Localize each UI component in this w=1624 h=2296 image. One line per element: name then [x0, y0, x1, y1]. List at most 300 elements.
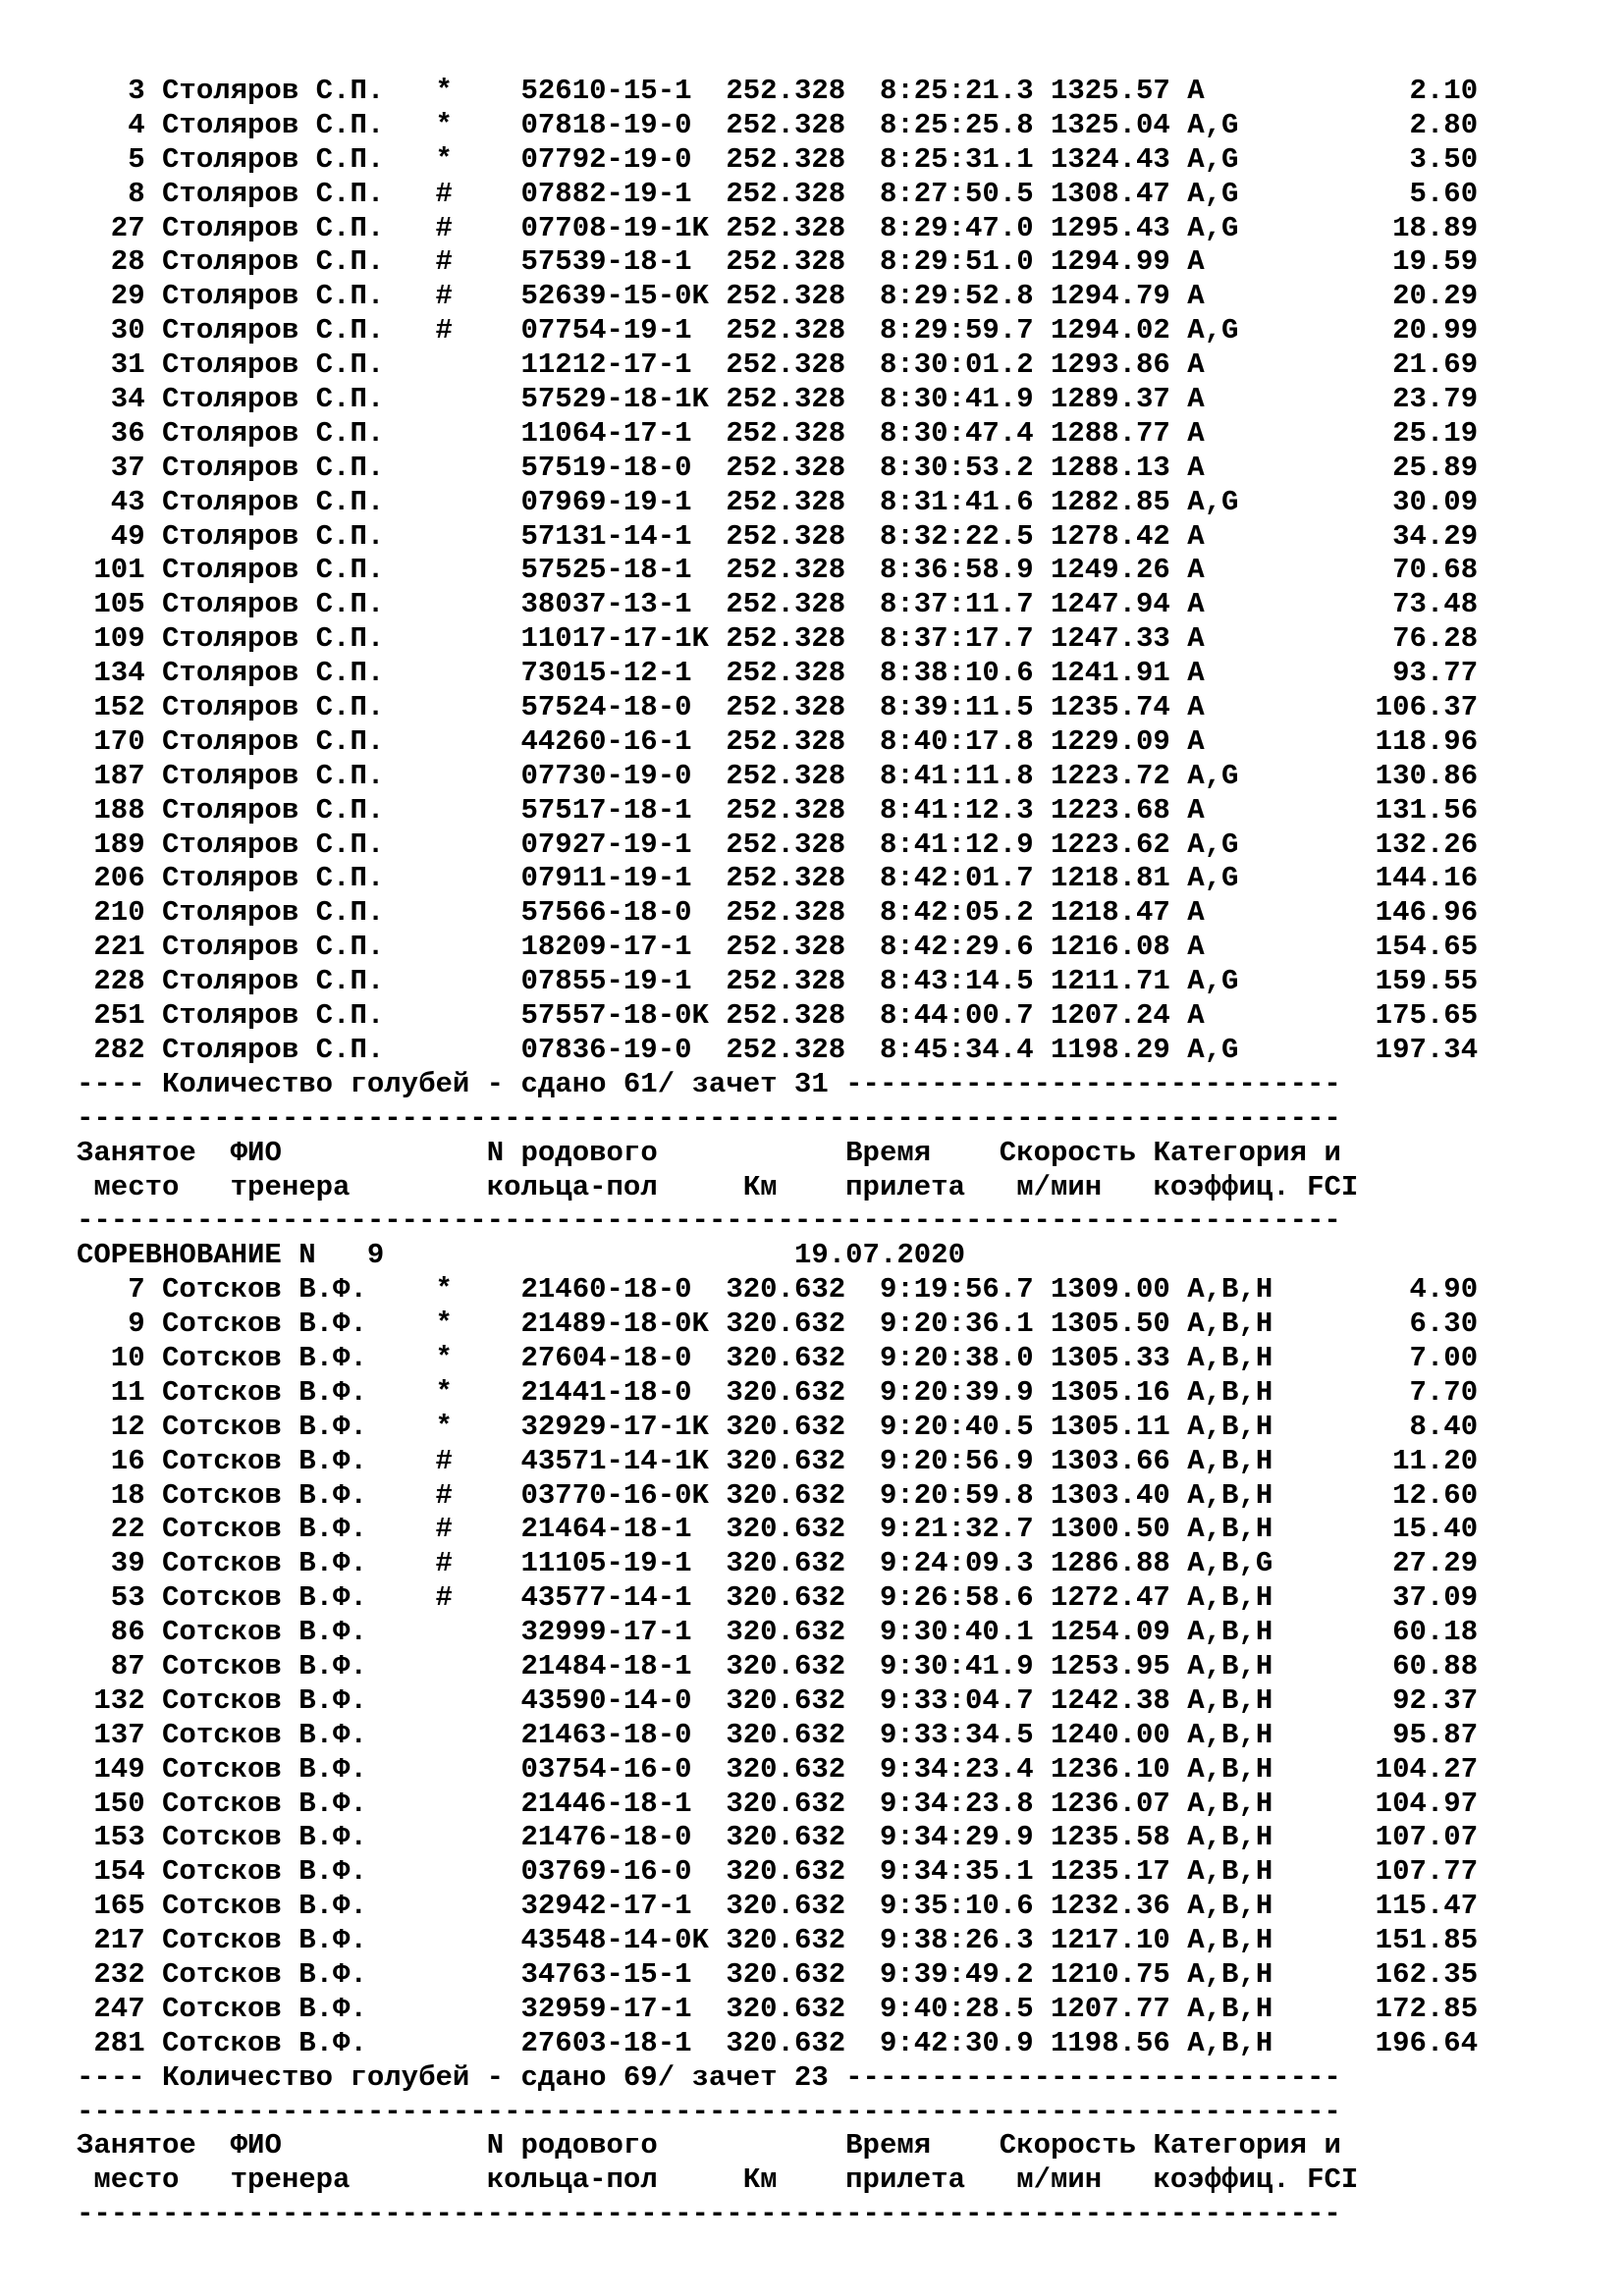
speed: 1305.33 [1051, 1341, 1188, 1374]
category: A [1187, 348, 1341, 382]
distance-km: 252.328 [726, 348, 880, 382]
distance-km: 320.632 [726, 1444, 880, 1477]
distance-km: 252.328 [726, 759, 880, 792]
trainer-name: Сотсков В.Ф. [162, 1616, 436, 1649]
arrival-time: 9:39:49.2 [879, 1957, 1051, 1991]
fci-coefficient: 132.26 [1340, 828, 1479, 861]
mark [435, 691, 520, 723]
distance-km: 320.632 [726, 1616, 880, 1649]
place: 247 [77, 1992, 163, 2025]
fci-coefficient: 7.70 [1340, 1375, 1479, 1409]
trainer-name: Сотсков В.Ф. [162, 1683, 436, 1717]
ring-number: 57519-18-0 [520, 451, 727, 484]
trainer-name: Столяров С.П. [162, 75, 436, 107]
trainer-name: Сотсков В.Ф. [162, 1718, 436, 1751]
ring-number: 07708-19-1K [520, 211, 727, 244]
mark [435, 1034, 520, 1066]
trainer-name: Столяров С.П. [162, 554, 436, 587]
category: A,B,H [1187, 1821, 1341, 1854]
distance-km: 252.328 [726, 622, 880, 656]
speed: 1247.33 [1051, 622, 1188, 656]
category: A,B,H [1187, 1341, 1341, 1374]
fci-coefficient: 25.19 [1340, 416, 1479, 450]
fci-coefficient: 4.90 [1340, 1273, 1479, 1307]
place: 105 [77, 588, 163, 621]
result-row [77, 1958, 1569, 1993]
fci-coefficient: 159.55 [1340, 965, 1479, 998]
fci-coefficient: 20.29 [1340, 280, 1479, 313]
col-speed-label: м/мин [999, 2163, 1154, 2197]
trainer-name: Столяров С.П. [162, 724, 436, 758]
speed: 1218.47 [1051, 896, 1188, 930]
ring-number: 07754-19-1 [520, 314, 727, 347]
ring-number: 18209-17-1 [520, 931, 727, 964]
ring-number: 07792-19-0 [520, 142, 727, 176]
place: 5 [77, 142, 163, 176]
trainer-name: Столяров С.П. [162, 657, 436, 690]
category: A [1187, 383, 1341, 416]
mark [435, 999, 520, 1032]
result-row [77, 1650, 1569, 1684]
distance-km: 252.328 [726, 657, 880, 690]
ring-number: 43590-14-0 [520, 1683, 727, 1717]
arrival-time: 8:41:12.9 [879, 828, 1051, 861]
arrival-time: 8:42:05.2 [879, 896, 1051, 930]
mark [435, 588, 520, 620]
place: 12 [77, 1410, 163, 1443]
col-time-label: прилета [845, 1170, 1000, 1203]
ring-number: 43571-14-1K [520, 1444, 727, 1477]
trainer-name: Сотсков В.Ф. [162, 1890, 436, 1923]
arrival-time: 8:38:10.6 [879, 657, 1051, 690]
place: 10 [77, 1341, 163, 1374]
speed: 1198.56 [1051, 2026, 1188, 2059]
ring-number: 43577-14-1 [520, 1581, 727, 1615]
category: A [1187, 793, 1341, 827]
place: 49 [77, 519, 163, 553]
result-row [77, 1924, 1569, 1958]
speed: 1198.29 [1051, 1033, 1188, 1066]
fci-coefficient: 154.65 [1340, 931, 1479, 964]
trainer-name: Сотсков В.Ф. [162, 1308, 436, 1341]
result-row [77, 143, 1569, 178]
fci-coefficient: 106.37 [1340, 691, 1479, 724]
ring-number: 03770-16-0K [520, 1478, 727, 1512]
distance-km: 320.632 [726, 1924, 880, 1957]
speed: 1247.94 [1051, 588, 1188, 621]
speed: 1211.71 [1051, 965, 1188, 998]
trainer-name: Столяров С.П. [162, 416, 436, 450]
trainer-name: Столяров С.П. [162, 793, 436, 827]
mark: * [435, 142, 521, 176]
fci-coefficient: 23.79 [1340, 383, 1479, 416]
distance-km: 320.632 [726, 1649, 880, 1682]
distance-km: 320.632 [726, 1581, 880, 1615]
distance-km: 252.328 [726, 245, 880, 279]
mark [435, 622, 520, 655]
col-ring-label: кольца-пол [486, 2163, 743, 2197]
header-line-2 [77, 2163, 1569, 2198]
mark: * [435, 1410, 521, 1443]
distance-km: 252.328 [726, 588, 880, 621]
arrival-time: 8:27:50.5 [879, 177, 1051, 210]
speed: 1325.04 [1051, 108, 1188, 141]
mark [435, 486, 520, 518]
arrival-time: 9:20:36.1 [879, 1308, 1051, 1341]
place: 152 [77, 691, 163, 724]
place: 34 [77, 383, 163, 416]
mark [435, 1650, 520, 1682]
arrival-time: 8:43:14.5 [879, 965, 1051, 998]
fci-coefficient: 197.34 [1340, 1033, 1479, 1066]
distance-km: 252.328 [726, 485, 880, 518]
arrival-time: 8:37:17.7 [879, 622, 1051, 656]
arrival-time: 9:33:34.5 [879, 1718, 1051, 1751]
col-time-label: Время [845, 2129, 1000, 2163]
category: A,B,H [1187, 1273, 1341, 1307]
distance-km: 252.328 [726, 519, 880, 553]
results-block-1 [77, 75, 1569, 1102]
fci-coefficient: 25.89 [1340, 451, 1479, 484]
mark: * [435, 1308, 521, 1341]
arrival-time: 9:35:10.6 [879, 1890, 1051, 1923]
ring-number: 21441-18-0 [520, 1375, 727, 1409]
result-row [77, 1342, 1569, 1376]
speed: 1325.57 [1051, 75, 1188, 107]
distance-km: 320.632 [726, 1855, 880, 1889]
speed: 1294.02 [1051, 314, 1188, 347]
category: A [1187, 519, 1341, 553]
arrival-time: 8:29:59.7 [879, 314, 1051, 347]
category: A,B,H [1187, 1718, 1341, 1751]
category: A [1187, 588, 1341, 621]
category: A,B,H [1187, 1616, 1341, 1649]
mark: # [435, 1478, 521, 1512]
fci-coefficient: 2.10 [1340, 75, 1479, 107]
mark [435, 931, 520, 963]
category: A,G [1187, 108, 1341, 141]
col-name-label: тренера [230, 1170, 487, 1203]
fci-coefficient: 12.60 [1340, 1478, 1479, 1512]
header-line-2 [77, 1171, 1569, 1205]
results-block-2 [77, 1239, 1569, 2095]
arrival-time: 8:45:34.4 [879, 1033, 1051, 1066]
result-row [77, 1411, 1569, 1445]
result-row [77, 348, 1569, 383]
result-row [77, 1684, 1569, 1719]
col-place-label: место [77, 2163, 231, 2197]
col-category-label: Категория и [1153, 1136, 1341, 1169]
speed: 1309.00 [1051, 1273, 1188, 1307]
distance-km: 252.328 [726, 896, 880, 930]
fci-coefficient: 107.07 [1340, 1821, 1479, 1854]
fci-coefficient: 34.29 [1340, 519, 1479, 553]
mark [435, 794, 520, 827]
result-row [77, 931, 1569, 965]
mark: # [435, 1547, 521, 1580]
place: 149 [77, 1752, 163, 1786]
header-line-1 [77, 1137, 1569, 1171]
trainer-name: Сотсков В.Ф. [162, 1752, 436, 1786]
distance-km: 320.632 [726, 1273, 880, 1307]
speed: 1236.07 [1051, 1787, 1188, 1820]
category: A,B,H [1187, 1957, 1341, 1991]
result-row [77, 245, 1569, 280]
col-time-label: прилета [845, 2163, 1000, 2197]
place: 31 [77, 348, 163, 382]
fci-coefficient: 76.28 [1340, 622, 1479, 656]
distance-km: 252.328 [726, 931, 880, 964]
trainer-name: Сотсков В.Ф. [162, 1957, 436, 1991]
ring-number: 21489-18-0K [520, 1308, 727, 1341]
trainer-name: Столяров С.П. [162, 177, 436, 210]
distance-km: 320.632 [726, 1341, 880, 1374]
mark [435, 1719, 520, 1751]
ring-number: 07927-19-1 [520, 828, 727, 861]
mark: # [435, 280, 521, 313]
mark: # [435, 211, 521, 244]
ring-number: 57525-18-1 [520, 554, 727, 587]
ring-number: 07969-19-1 [520, 485, 727, 518]
speed: 1235.17 [1051, 1855, 1188, 1889]
place: 188 [77, 793, 163, 827]
arrival-time: 8:29:47.0 [879, 211, 1051, 244]
place: 132 [77, 1683, 163, 1717]
mark [435, 1821, 520, 1853]
arrival-time: 8:31:41.6 [879, 485, 1051, 518]
fci-coefficient: 6.30 [1340, 1308, 1479, 1341]
competition-spacer [384, 1239, 794, 1271]
ring-number: 32942-17-1 [520, 1890, 727, 1923]
place: 282 [77, 1033, 163, 1066]
category: A,B,H [1187, 2026, 1341, 2059]
result-row [77, 896, 1569, 931]
category: A,B,H [1187, 1581, 1341, 1615]
result-row [77, 1308, 1569, 1342]
place: 22 [77, 1513, 163, 1546]
category: A,B,H [1187, 1410, 1341, 1443]
trainer-name: Столяров С.П. [162, 759, 436, 792]
category: A,B,H [1187, 1683, 1341, 1717]
place: 16 [77, 1444, 163, 1477]
speed: 1289.37 [1051, 383, 1188, 416]
category: A,B,H [1187, 1444, 1341, 1477]
distance-km: 252.328 [726, 142, 880, 176]
place: 29 [77, 280, 163, 313]
col-name-label: ФИО [230, 2129, 487, 2163]
category: A,B,H [1187, 1308, 1341, 1341]
trainer-name: Столяров С.П. [162, 691, 436, 724]
result-row [77, 1547, 1569, 1581]
category: A,B,H [1187, 1787, 1341, 1820]
fci-coefficient: 5.60 [1340, 177, 1479, 210]
mark [435, 896, 520, 929]
fci-coefficient: 146.96 [1340, 896, 1479, 930]
distance-km: 320.632 [726, 1478, 880, 1512]
result-row [77, 554, 1569, 588]
trainer-name: Столяров С.П. [162, 828, 436, 861]
col-km-label [743, 1137, 845, 1169]
fci-coefficient: 27.29 [1340, 1547, 1479, 1580]
col-km-label [743, 2129, 845, 2162]
mark [435, 1788, 520, 1820]
distance-km: 320.632 [726, 1308, 880, 1341]
result-row [77, 2027, 1569, 2061]
category: A [1187, 691, 1341, 724]
divider: -------------------------------------------------------------------------- [77, 2198, 1341, 2231]
fci-coefficient: 60.88 [1340, 1649, 1479, 1682]
speed: 1232.36 [1051, 1890, 1188, 1923]
column-header-1 [77, 1102, 1569, 1240]
place: 137 [77, 1718, 163, 1751]
arrival-time: 9:34:23.8 [879, 1787, 1051, 1820]
trainer-name: Сотсков В.Ф. [162, 1649, 436, 1682]
trainer-name: Столяров С.П. [162, 383, 436, 416]
arrival-time: 9:20:59.8 [879, 1478, 1051, 1512]
trainer-name: Сотсков В.Ф. [162, 1410, 436, 1443]
speed: 1294.99 [1051, 245, 1188, 279]
fci-coefficient: 118.96 [1340, 724, 1479, 758]
ring-number: 07818-19-0 [520, 108, 727, 141]
ring-number: 27604-18-0 [520, 1341, 727, 1374]
place: 154 [77, 1855, 163, 1889]
result-row [77, 999, 1569, 1034]
place: 39 [77, 1547, 163, 1580]
fci-coefficient: 104.97 [1340, 1787, 1479, 1820]
arrival-time: 9:40:28.5 [879, 1992, 1051, 2025]
ring-number: 57524-18-0 [520, 691, 727, 724]
fci-coefficient: 73.48 [1340, 588, 1479, 621]
ring-number: 21476-18-0 [520, 1821, 727, 1854]
trainer-name: Столяров С.П. [162, 862, 436, 895]
mark [435, 1855, 520, 1888]
fci-coefficient: 70.68 [1340, 554, 1479, 587]
mark [435, 657, 520, 689]
result-row [77, 1513, 1569, 1547]
speed: 1241.91 [1051, 657, 1188, 690]
col-category-label: коэффиц. FCI [1153, 1170, 1359, 1203]
place: 187 [77, 759, 163, 792]
category: A [1187, 724, 1341, 758]
speed: 1217.10 [1051, 1924, 1188, 1957]
ring-number: 07855-19-1 [520, 965, 727, 998]
place: 9 [77, 1308, 163, 1341]
speed: 1223.62 [1051, 828, 1188, 861]
speed: 1308.47 [1051, 177, 1188, 210]
category: A,G [1187, 211, 1341, 244]
arrival-time: 9:30:41.9 [879, 1649, 1051, 1682]
trainer-name: Сотсков В.Ф. [162, 1924, 436, 1957]
speed: 1272.47 [1051, 1581, 1188, 1615]
ring-number: 21464-18-1 [520, 1513, 727, 1546]
place: 3 [77, 75, 163, 107]
distance-km: 320.632 [726, 1752, 880, 1786]
fci-coefficient: 104.27 [1340, 1752, 1479, 1786]
fci-coefficient: 7.00 [1340, 1341, 1479, 1374]
mark: # [435, 245, 521, 279]
place: 43 [77, 485, 163, 518]
mark [435, 1924, 520, 1956]
category: A [1187, 931, 1341, 964]
summary-text: Количество голубей - сдано 61/ зачет 31 [144, 1067, 846, 1100]
place: 37 [77, 451, 163, 484]
competition-date: 19.07.2020 [793, 1239, 965, 1272]
col-name-label: ФИО [230, 1136, 487, 1169]
place: 153 [77, 1821, 163, 1854]
divider: -------------------------------------------------------------------------- [77, 2095, 1341, 2128]
category: A,B,H [1187, 1513, 1341, 1546]
arrival-time: 9:20:38.0 [879, 1341, 1051, 1374]
speed: 1293.86 [1051, 348, 1188, 382]
ring-number: 52639-15-0K [520, 280, 727, 313]
fci-coefficient: 93.77 [1340, 657, 1479, 690]
distance-km: 252.328 [726, 314, 880, 347]
result-row [77, 622, 1569, 657]
place: 210 [77, 896, 163, 930]
ring-number: 21446-18-1 [520, 1787, 727, 1820]
result-row [77, 1616, 1569, 1650]
place: 28 [77, 245, 163, 279]
mark: # [435, 314, 521, 347]
col-km-label: Км [742, 2163, 846, 2197]
fci-coefficient: 3.50 [1340, 142, 1479, 176]
fci-coefficient: 2.80 [1340, 108, 1479, 141]
ring-number: 21460-18-0 [520, 1273, 727, 1307]
speed: 1235.74 [1051, 691, 1188, 724]
fci-coefficient: 131.56 [1340, 793, 1479, 827]
divider: -------------------------------------------------------------------------- [77, 1101, 1341, 1135]
ring-number: 21463-18-0 [520, 1718, 727, 1751]
arrival-time: 8:44:00.7 [879, 999, 1051, 1033]
speed: 1300.50 [1051, 1513, 1188, 1546]
mark: * [435, 75, 521, 107]
arrival-time: 8:41:12.3 [879, 793, 1051, 827]
trainer-name: Сотсков В.Ф. [162, 1547, 436, 1580]
distance-km: 252.328 [726, 280, 880, 313]
summary-line [77, 1068, 1569, 1102]
mark [435, 1993, 520, 2025]
summary-suffix: ----------------------------- [845, 2060, 1341, 2094]
ring-number: 43548-14-0K [520, 1924, 727, 1957]
distance-km: 252.328 [726, 828, 880, 861]
fci-coefficient: 162.35 [1340, 1957, 1479, 1991]
distance-km: 252.328 [726, 554, 880, 587]
mark [435, 1958, 520, 1991]
trainer-name: Сотсков В.Ф. [162, 1444, 436, 1477]
result-row [77, 452, 1569, 486]
mark [435, 2027, 520, 2059]
speed: 1254.09 [1051, 1616, 1188, 1649]
arrival-time: 9:34:35.1 [879, 1855, 1051, 1889]
mark [435, 452, 520, 484]
trainer-name: Сотсков В.Ф. [162, 1478, 436, 1512]
category: A,G [1187, 142, 1341, 176]
trainer-name: Столяров С.П. [162, 931, 436, 964]
speed: 1286.88 [1051, 1547, 1188, 1580]
result-row [77, 1273, 1569, 1308]
place: 221 [77, 931, 163, 964]
result-row [77, 178, 1569, 212]
trainer-name: Столяров С.П. [162, 314, 436, 347]
competition-label: СОРЕВНОВАНИЕ N [77, 1239, 334, 1272]
category: A,B,H [1187, 1855, 1341, 1889]
place: 232 [77, 1957, 163, 1991]
results-page [77, 75, 1569, 2232]
mark [435, 417, 520, 450]
fci-coefficient: 175.65 [1340, 999, 1479, 1033]
ring-number: 32959-17-1 [520, 1992, 727, 2025]
trainer-name: Столяров С.П. [162, 519, 436, 553]
